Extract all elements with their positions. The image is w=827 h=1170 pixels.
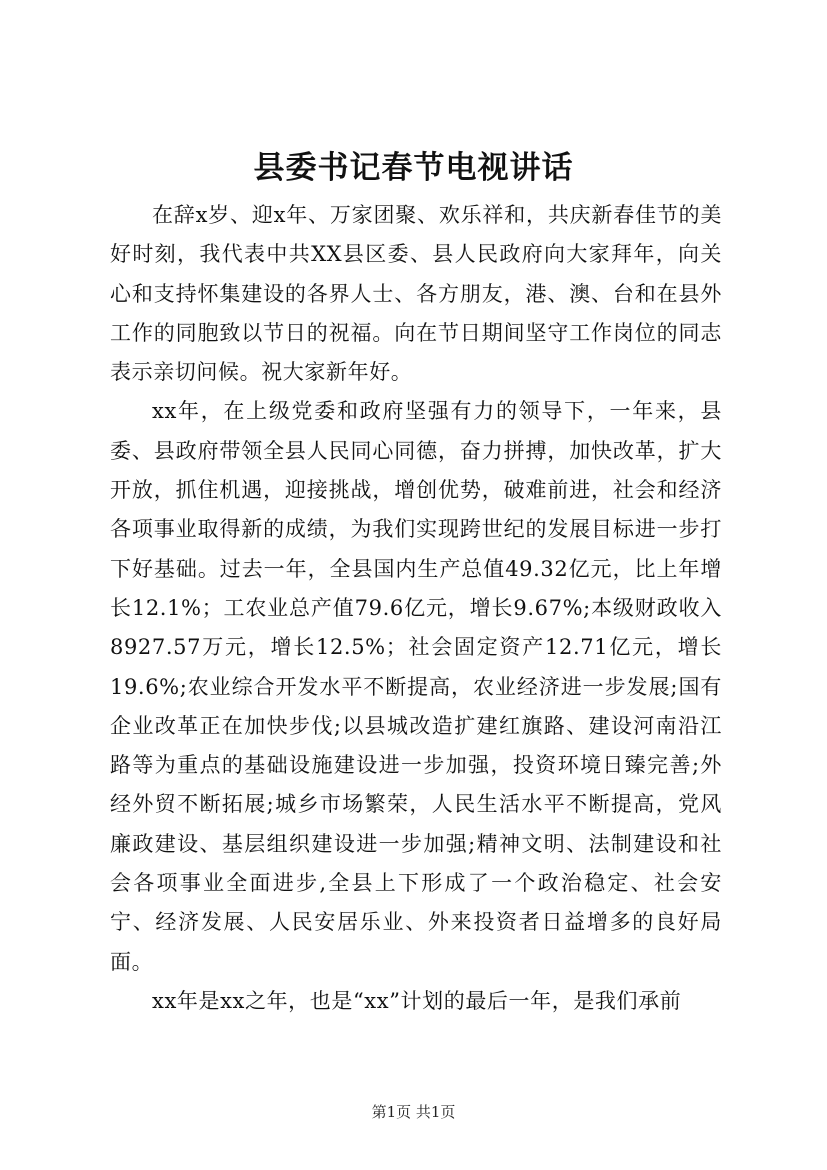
document-title: 县委书记春节电视讲话 [253, 150, 574, 186]
document-body [110, 196, 722, 1021]
page-number-footer: 第1页 共1页 [371, 1103, 456, 1121]
paragraph-review: xx年，在上级党委和政府坚强有力的领导下，一年来，县委、县政府带领全县人民同心同德，奋力拼搏，加快改革，扩大开放，抓住机遇，迎接挑战，增创优势，破难前进，社会和经济各项事业取得新的成绩，为我们实现跨世纪的发展目标进一步打下好基础。过去一年，全县国内生产总值49.32亿元，比上年增长12.1%；工农业总产值79.6亿元，增长9.67%;本级财政收入8927.57万元，增长12.5%；社会固定资产12.71亿元，增长19.6%;农业综合开发水平不断提高，农业经济进一步发展;国有企业改革正在加快步伐;以县城改造扩建红旗路、建设河南沿江路等为重点的基础设施建设进一步加强，投资环境日臻完善;外经外贸不断拓展;城乡市场繁荣，人民生活水平不断提高，党风廉政建设、基层组织建设进一步加强;精神文明、法制建设和社会各项事业全面进步,全县上下形成了一个政治稳定、社会安宁、经济发展、人民安居乐业、外来投资者日益增多的良好局面。 [110, 399, 722, 974]
paragraph-outlook: xx年是xx之年，也是“xx”计划的最后一年，是我们承前 [152, 988, 682, 1013]
paragraph-greeting: 在辞x岁、迎x年、万家团聚、欢乐祥和，共庆新春佳节的美好时刻，我代表中共XX县区委、县人民政府向大家拜年，向关心和支持怀集建设的各界人士、各方朋友，港、澳、台和在县外工作的同胞致以节日的祝福。向在节日期间坚守工作岗位的同志表示亲切问候。祝大家新年好。 [110, 203, 722, 385]
